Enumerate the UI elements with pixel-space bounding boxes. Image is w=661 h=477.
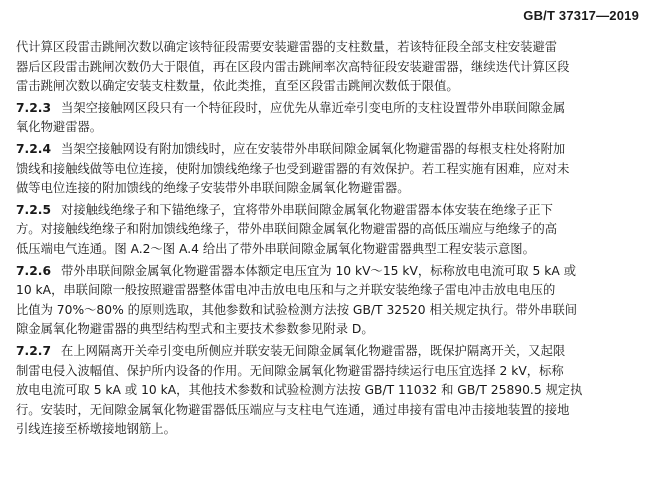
- text-line: 器后区段雷击跳闸次数仍大于限值，再在区段内雷击跳闸率次高特征段安装避雷器，继续迭代计算区段: [16, 59, 570, 74]
- standard-number-header: GB/T 37317—2019: [523, 8, 639, 23]
- text-line: 带外串联间隙金属氧化物避雷器本体额定电压宜为 10 kV～15 kV，标称放电电流可取 5 kA 或: [61, 263, 576, 278]
- text-line: 馈线和接触线做等电位连接，使附加馈线绝缘子也受到避雷器的有效保护。若工程实施有困难，应对未: [16, 161, 570, 176]
- text-line: 当架空接触网区段只有一个特征段时，应优先从靠近牵引变电所的支柱设置带外串联间隙金属: [61, 100, 566, 115]
- clause-number: 7.2.7: [16, 343, 52, 358]
- text-line: 行。安装时，无间隙金属氧化物避雷器低压端应与支柱电气连通，通过串接有雷电冲击接地装置的接地: [16, 402, 570, 417]
- paragraph-continuation: [16, 38, 641, 97]
- clause-number: 7.2.6: [16, 263, 52, 278]
- text-line: 氧化物避雷器。: [16, 120, 103, 135]
- clause-number: 7.2.3: [16, 100, 52, 115]
- text-line: 10 kA，串联间隙一般按照避雷器整体雷电冲击放电电压和与之并联安装绝缘子雷电冲击放电电压的: [16, 283, 556, 298]
- clause-7-2-3: [16, 99, 641, 138]
- text-line: 在上网隔离开关牵引变电所侧应并联安装无间隙金属氧化物避雷器，既保护隔离开关，又起限: [61, 343, 566, 358]
- clause-number: 7.2.4: [16, 141, 52, 156]
- text-line: 方。对接触线绝缘子和附加馈线绝缘子，带外串联间隙金属氧化物避雷器的高低压端应与绝缘子的高: [16, 222, 558, 237]
- clause-7-2-4: [16, 140, 641, 199]
- text-line: 放电电流可取 5 kA 或 10 kA，其他技术参数和试验检测方法按 GB/T 11032 和 GB/T 25890.5 规定执: [16, 383, 583, 398]
- text-line: 比值为 70%～80% 的原则选取，其他参数和试验检测方法按 GB/T 32520 相关规定执行。带外串联间: [16, 302, 578, 317]
- text-line: 制雷电侵入波幅值、保护所内设备的作用。无间隙金属氧化物避雷器持续运行电压宜选择 2 kV，标称: [16, 363, 564, 378]
- clause-7-2-7: [16, 342, 641, 440]
- text-line: 隙金属氧化物避雷器的典型结构型式和主要技术参数参见附录 D。: [16, 322, 374, 337]
- text-line: 雷击跳闸次数以确定安装支柱数量，依此类推，直至区段雷击跳闸次数低于限值。: [16, 79, 459, 94]
- text-line: 当架空接触网设有附加馈线时，应在安装带外串联间隙金属氧化物避雷器的每根支柱处将附加: [61, 141, 566, 156]
- text-line: 引线连接至桥墩接地钢筋上。: [16, 422, 176, 437]
- document-body: [16, 38, 641, 442]
- text-line: 对接触线绝缘子和下锚绝缘子，宜将带外串联间隙金属氧化物避雷器本体安装在绝缘子正下: [61, 202, 553, 217]
- clause-number: 7.2.5: [16, 202, 52, 217]
- clause-7-2-5: [16, 201, 641, 260]
- text-line: 做等电位连接的附加馈线的绝缘子安装带外串联间隙金属氧化物避雷器。: [16, 181, 410, 196]
- text-line: 低压端电气连通。图 A.2～图 A.4 给出了带外串联间隙金属氧化物避雷器典型工程安装示意图。: [16, 241, 535, 256]
- clause-7-2-6: [16, 262, 641, 340]
- text-line: 代计算区段雷击跳闸次数以确定该特征段需要安装避雷器的支柱数量，若该特征段全部支柱安装避雷: [16, 40, 558, 54]
